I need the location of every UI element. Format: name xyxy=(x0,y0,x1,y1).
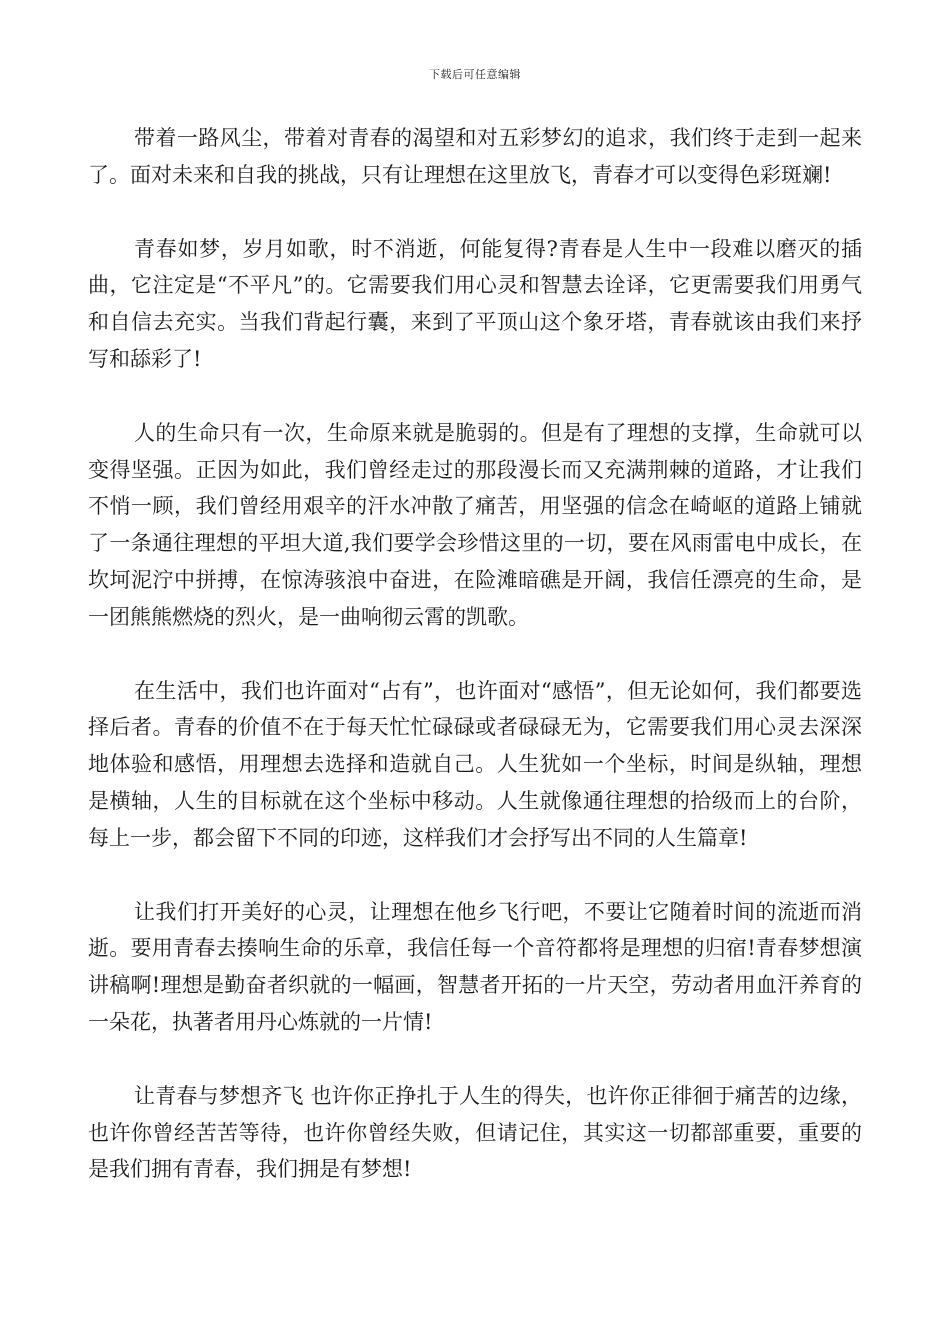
paragraph-1: 带着一路风尘，带着对青春的渴望和对五彩梦幻的追求，我们终于走到一起来了。面对未来和自我的挑战，只有让理想在这里放飞，青春才可以变得色彩斑斓! xyxy=(88,126,862,187)
paragraph-4: 在生活中，我们也许面对“占有”，也许面对“感悟”，但无论如何，我们都要选择后者。青春的价值不在于每天忙忙碌碌或者碌碌无为，它需要我们用心灵去深深地体验和感悟，用理想去选择和造就自己。人生犹如一个坐标，时间是纵轴，理想是横轴，人生的目标就在这个坐标中移动。人生就像通往理想的拾级而上的台阶，每上一步，都会留下不同的印迹，这样我们才会抒写出不同的人生篇章! xyxy=(88,678,862,850)
document-body xyxy=(88,120,862,1225)
paragraph-2: 青春如梦，岁月如歌，时不消逝，何能复得?青春是人生中一段难以磨灭的插曲，它注定是“不平凡”的。它需要我们用心灵和智慧去诠译，它更需要我们用勇气和自信去充实。当我们背起行囊，来到了平顶山这个象牙塔，青春就该由我们来抒写和舔彩了! xyxy=(88,236,862,371)
paragraph-3: 人的生命只有一次，生命原来就是脆弱的。但是有了理想的支撑，生命就可以变得坚强。正因为如此，我们曾经走过的那段漫长而又充满荆棘的道路，才让我们不悄一顾，我们曾经用艰辛的汗水冲散了痛苦，用坚强的信念在崎岖的道路上铺就了一条通往理想的平坦大道,我们要学会珍惜这里的一切，要在风雨雷电中成长，在坎坷泥泞中拼搏，在惊涛骇浪中奋进，在险滩暗礁是开阔，我信任漂亮的生命，是一团熊熊燃烧的烈火，是一曲响彻云霄的凯歌。 xyxy=(88,420,862,629)
page-header: 下载后可任意编辑 xyxy=(429,68,521,81)
paragraph-6: 让青春与梦想齐飞 也许你正挣扎于人生的得失，也许你正徘徊于痛苦的边缘，也许你曾经苦苦等待，也许你曾经失败，但请记住，其实这一切都部重要，重要的是我们拥有青春，我们拥是有梦想! xyxy=(88,1083,862,1182)
paragraph-5: 让我们打开美好的心灵，让理想在他乡飞行吧，不要让它随着时间的流逝而消逝。要用青春去揍响生命的乐章，我信任每一个音符都将是理想的归宿!青春梦想演讲稿啊!理想是勤奋者织就的一幅画，智慧者开拓的一片天空，劳动者用血汗养育的一朵花，执著者用丹心炼就的一片情! xyxy=(88,899,862,1034)
